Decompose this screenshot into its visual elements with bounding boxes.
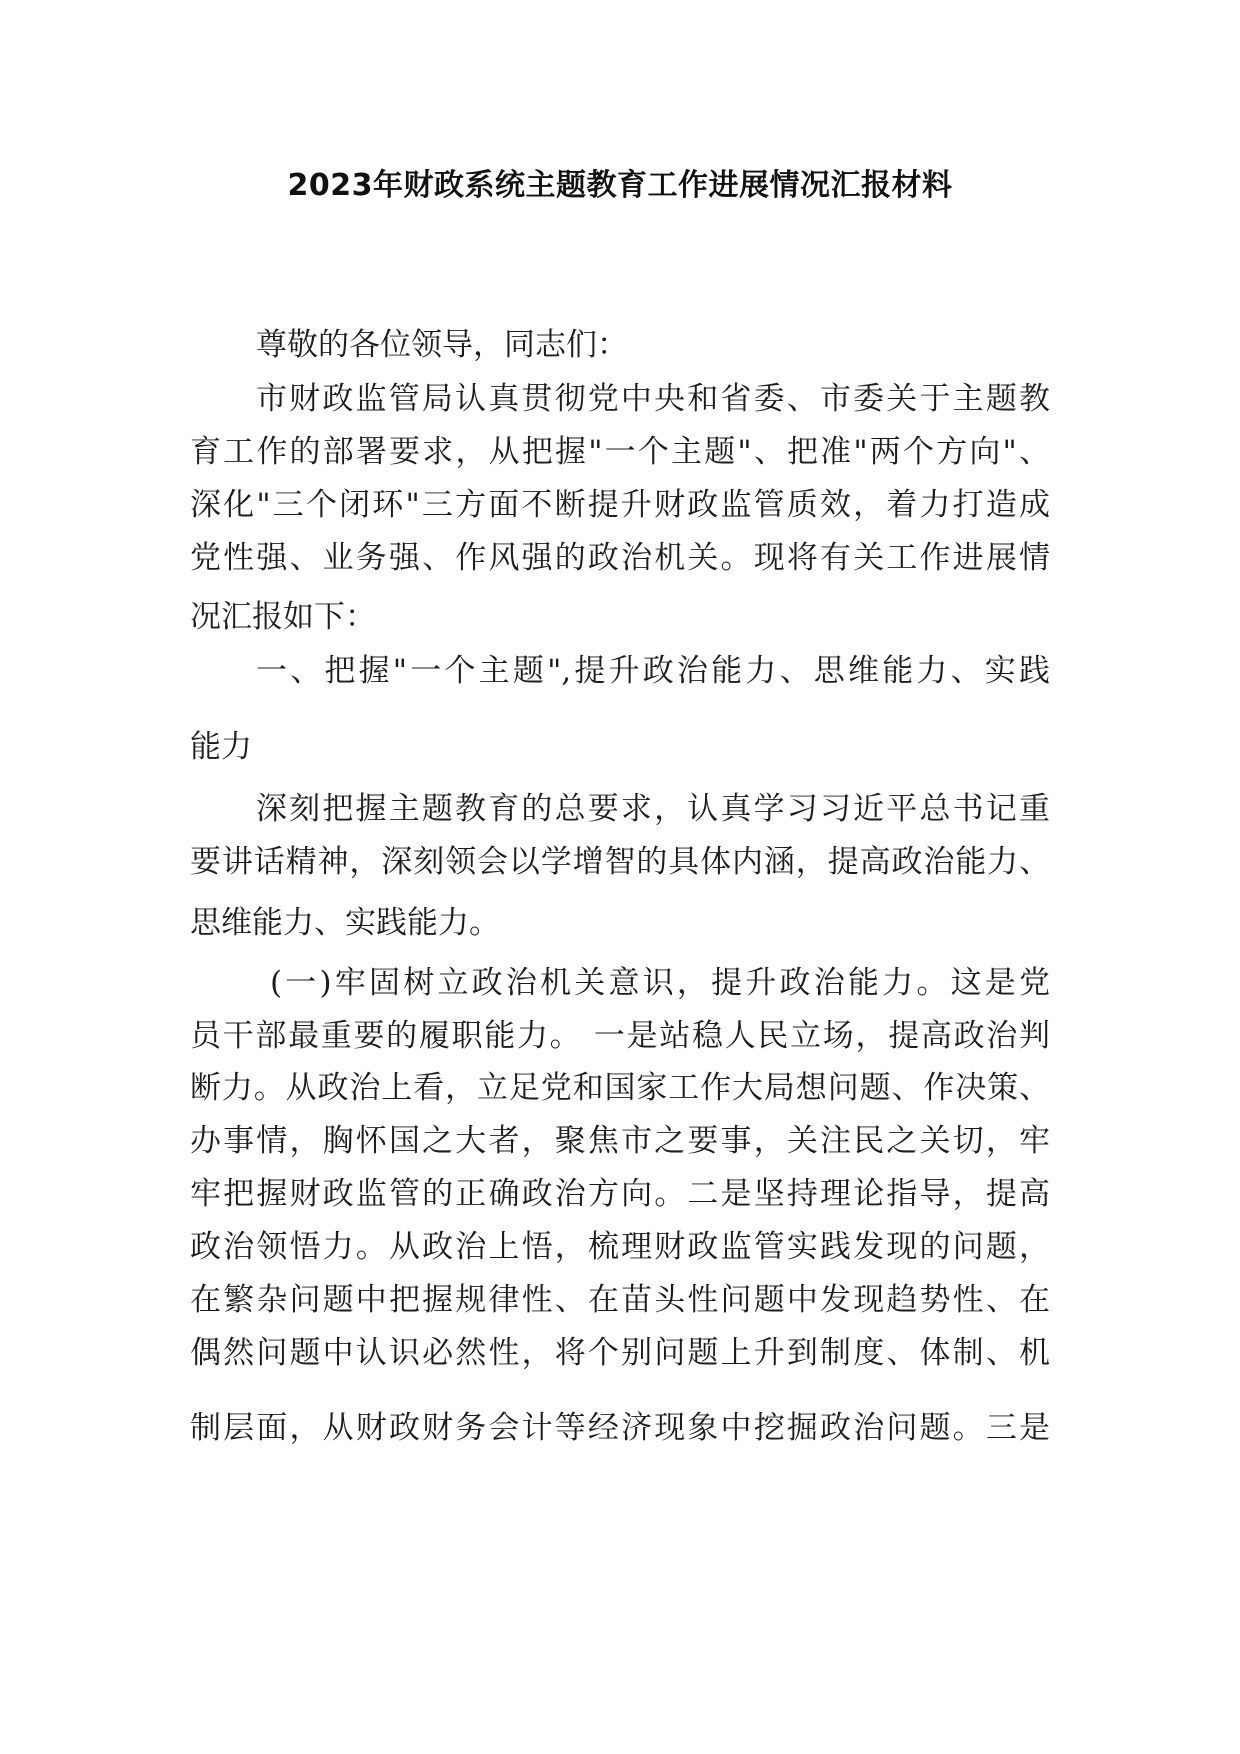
section-heading-line: 能力 [190,729,252,765]
paragraph-line: 政治领悟力。从政治上悟，梳理财政监管实践发现的问题， [190,1229,1050,1265]
paragraph-line: 办事情，胸怀国之大者，聚焦市之要事，关注民之关切，牢 [190,1123,1050,1159]
paragraph-line: 育工作的部署要求，从把握"一个主题"、把准"两个方向"、 [190,434,1050,470]
paragraph-line: 制层面，从财政财务会计等经济现象中挖掘政治问题。三是 [190,1410,1050,1446]
paragraph-line: 市财政监管局认真贯彻党中央和省委、市委关于主题教 [256,381,1050,417]
section-heading-line: 一、把握"一个主题",提升政治能力、思维能力、实践 [256,653,1050,689]
paragraph-line: 要讲话精神，深刻领会以学增智的具体内涵，提高政治能力、 [190,844,1050,880]
paragraph-line: 深刻把握主题教育的总要求，认真学习习近平总书记重 [256,791,1050,827]
paragraph-line: 员干部最重要的履职能力。 一是站稳人民立场，提高政治判 [190,1018,1050,1054]
paragraph-line: 牢把握财政监管的正确政治方向。二是坚持理论指导，提高 [190,1176,1050,1212]
paragraph-line: 偶然问题中认识必然性，将个别问题上升到制度、体制、机 [190,1335,1050,1371]
document-title: 2023年财政系统主题教育工作进展情况汇报材料 [287,168,953,203]
paragraph-line: 深化"三个闭环"三方面不断提升财政监管质效，着力打造成 [190,487,1050,523]
paragraph-line: 在繁杂问题中把握规律性、在苗头性问题中发现趋势性、在 [190,1282,1050,1318]
paragraph-line: 党性强、业务强、作风强的政治机关。现将有关工作进展情 [190,540,1050,576]
paragraph-line: 思维能力、实践能力。 [190,905,500,941]
paragraph-line: 断力。从政治上看，立足党和国家工作大局想问题、作决策、 [190,1070,1050,1106]
subsection-line: (一)牢固树立政治机关意识，提升政治能力。这是党 [270,965,1050,1001]
paragraph-line: 况汇报如下： [190,599,376,635]
greeting-line: 尊敬的各位领导，同志们： [256,327,628,363]
